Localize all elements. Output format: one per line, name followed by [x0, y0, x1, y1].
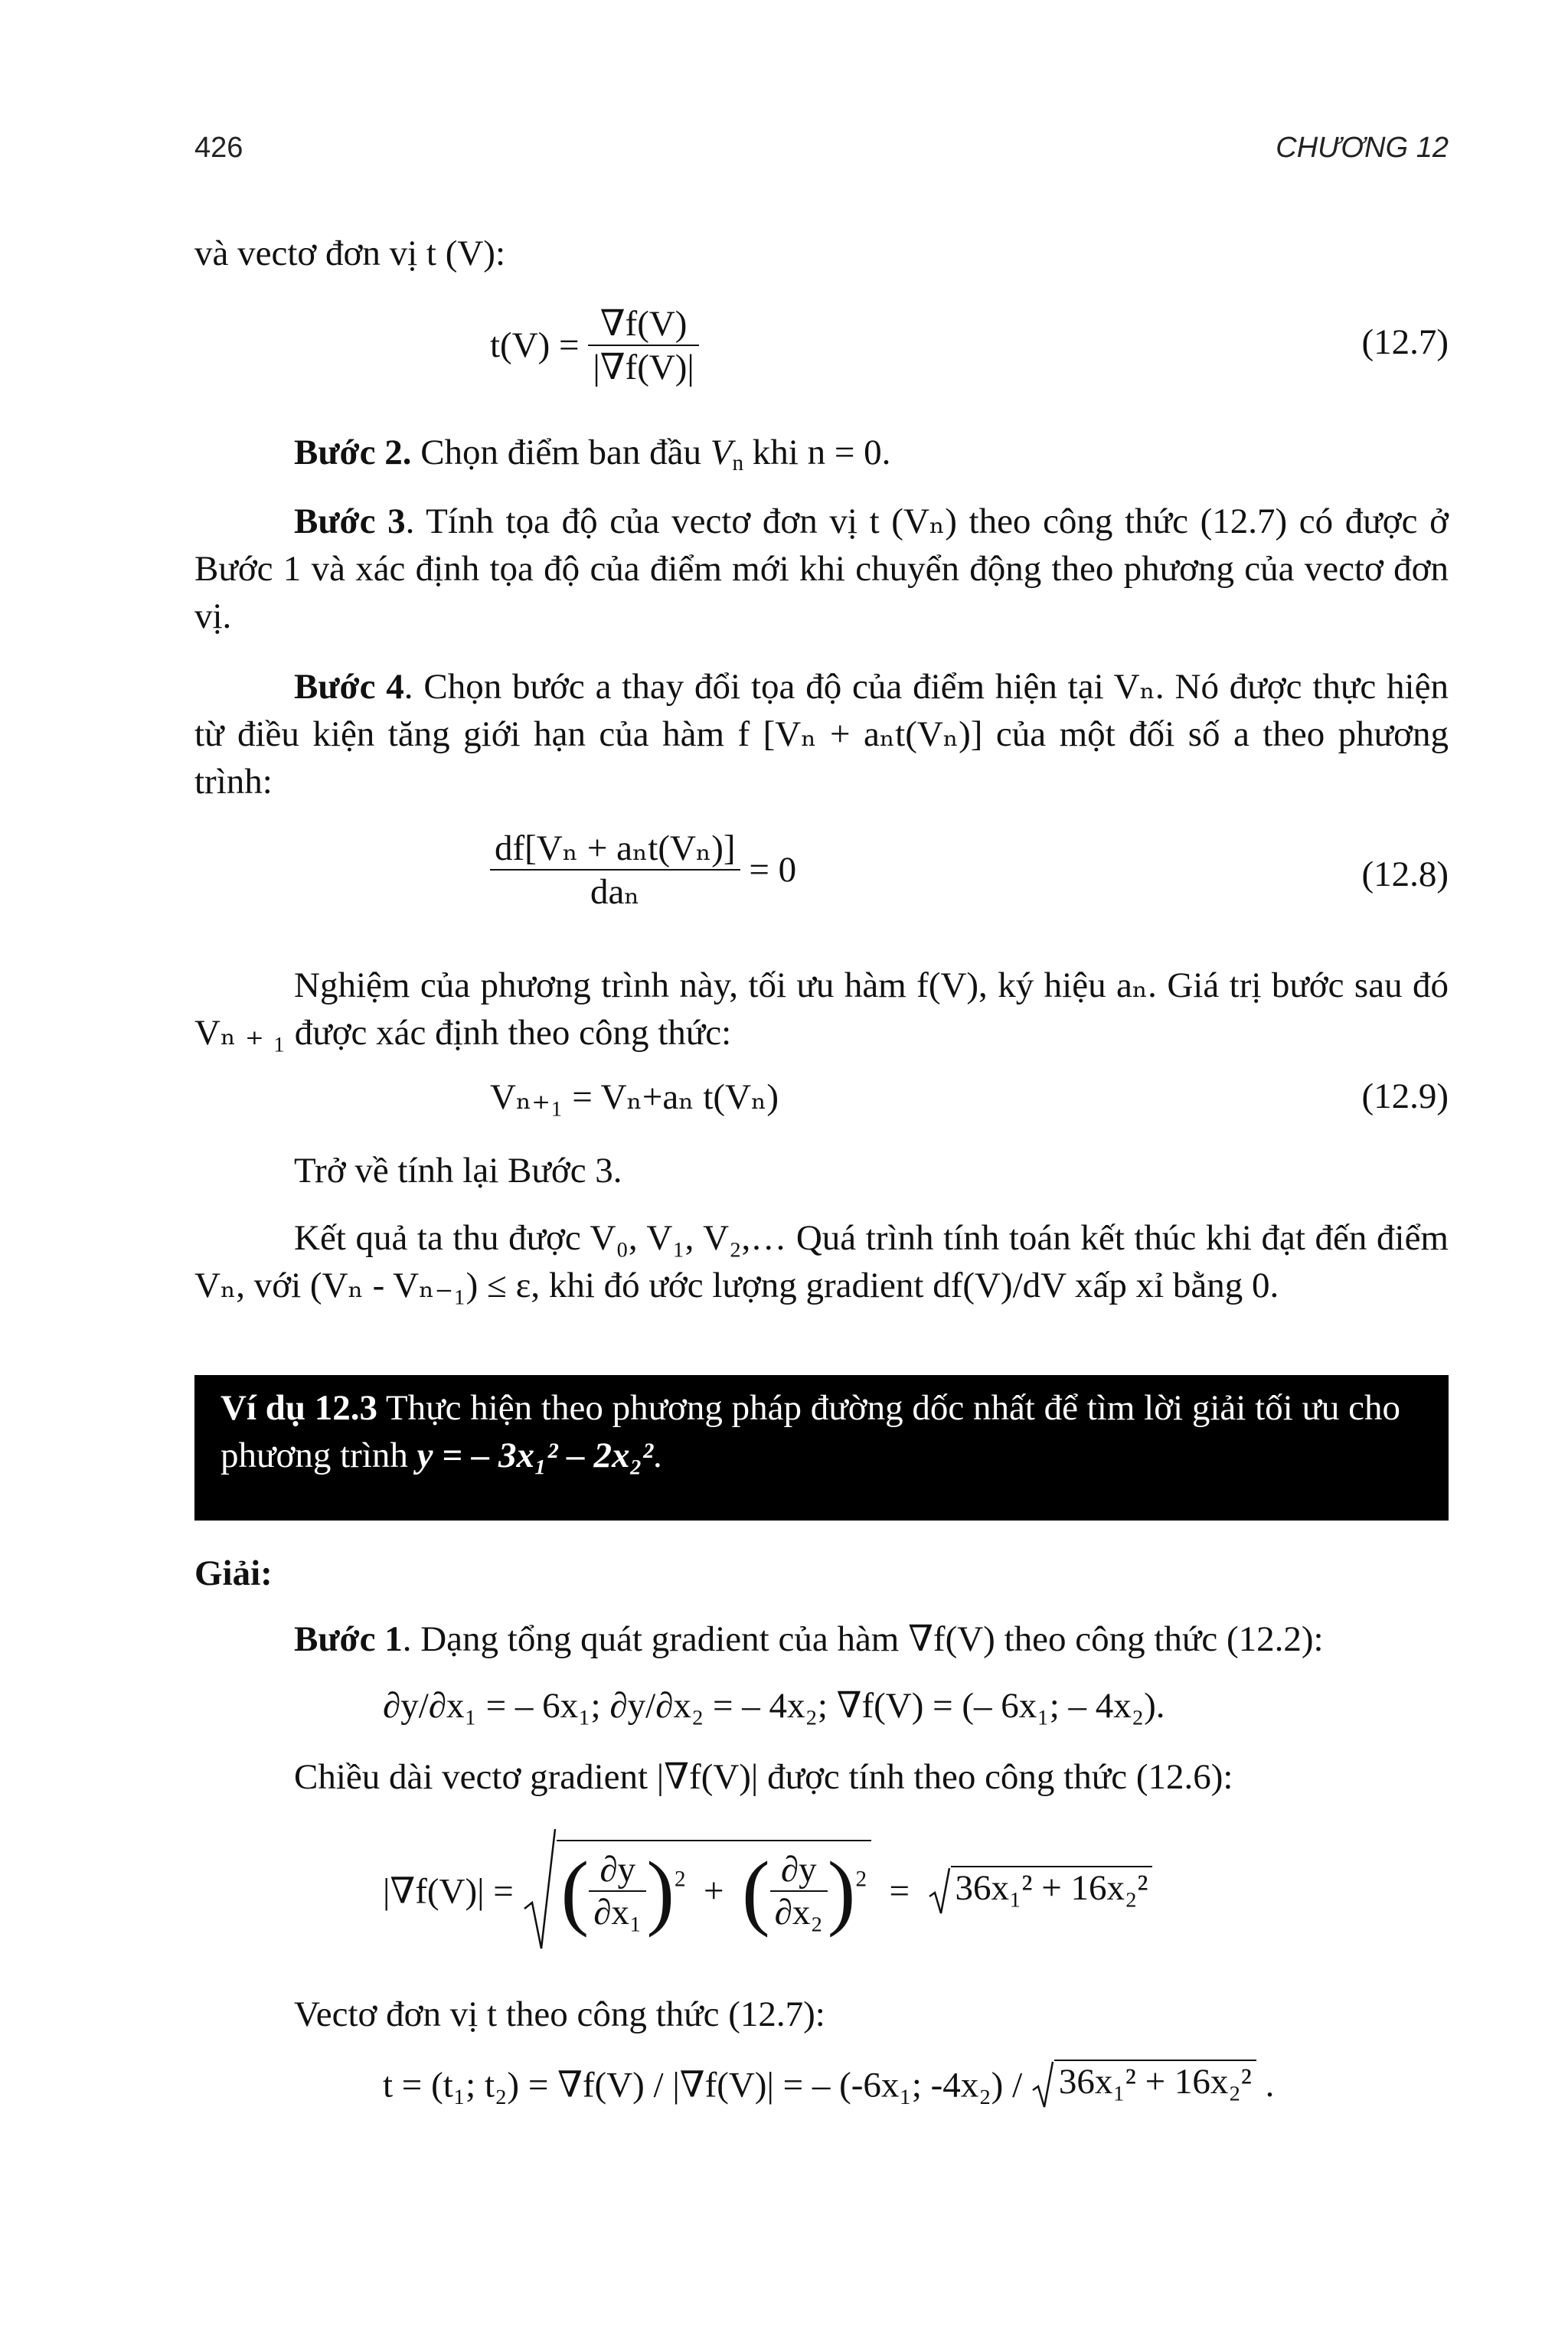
- radical-sign-icon: [928, 1866, 951, 1916]
- step4-label: Bước 4: [294, 667, 404, 707]
- example-end: .: [652, 1436, 662, 1475]
- step2-label: Bước 2.: [294, 433, 412, 472]
- step2-var: V: [710, 433, 733, 472]
- eq-12-7-number: (12.7): [1361, 322, 1449, 362]
- step1-text: . Dạng tổng quát gradient của hàm ∇f(V) theo công thức (12.2):: [402, 1619, 1324, 1659]
- step2-sub: n: [732, 451, 744, 476]
- return-line: Trở về tính lại Bước 3.: [294, 1151, 622, 1191]
- result-paragraph: Kết quả ta thu được V₀, V₁, V₂,… Quá trình tính toán kết thúc khi đạt đến điểm Vₙ, với (Vₙ - Vₙ₋₁) ≤ ε, khi đó ước lượng gradient df(V)/dV xấp xỉ bằng 0.: [194, 1218, 1449, 1305]
- radical-sign-icon: [523, 1826, 557, 1956]
- eq-12-7-denominator: |∇f(V)|: [588, 345, 699, 388]
- solution-paragraph: Nghiệm của phương trình này, tối ưu hàm f(V), ký hiệu aₙ. Giá trị bước sau đó Vₙ ₊ ₁ được xác định theo công thức:: [194, 965, 1449, 1053]
- eq-12-7-fraction: [588, 302, 699, 388]
- norm-dx1: ∂x₁: [589, 1890, 646, 1933]
- page-number: 426: [194, 132, 243, 164]
- equation-12-9: Vₙ₊₁ = Vₙ+aₙ t(Vₙ): [490, 1077, 779, 1117]
- step4-paragraph: [194, 663, 1449, 805]
- norm-equation: |∇f(V)| = ( $\frac{\partial y}{\text{∂x₁}}$ )$^2$ + ( $\frac{\partial y}{\text{∂x₂}}$ )$^2$ = 36x₁² + 16x₂²: [383, 1826, 1152, 1956]
- equation-12-8: [490, 827, 796, 913]
- norm-dy-2: ∂y: [780, 1850, 817, 1890]
- example-formula: y = – 3x₁² – 2x₂²: [416, 1436, 653, 1475]
- eq-12-8-fraction: [490, 827, 740, 913]
- unit-equation: [383, 2060, 1274, 2110]
- example-text: Thực hiện theo phương pháp đường dốc nhất để tìm lời giải tối ưu cho phương trình: [220, 1388, 1401, 1475]
- eq-12-7-numerator: ∇f(V): [599, 304, 688, 344]
- norm-lhs: |∇f(V)| =: [383, 1871, 514, 1912]
- eq-12-9-number: (12.9): [1361, 1076, 1449, 1116]
- result-sqrt: [928, 1866, 1153, 1916]
- eq-12-8-numerator: df[Vₙ + aₙt(Vₙ)]: [495, 828, 736, 868]
- length-line: Chiều dài vectơ gradient |∇f(V)| được tính theo công thức (12.6):: [294, 1757, 1233, 1797]
- intro-line: và vectơ đơn vị t (V):: [194, 234, 506, 273]
- step2-text-a: Chọn điểm ban đầu: [411, 433, 710, 472]
- step4-text: . Chọn bước a thay đổi tọa độ của điểm hiện tại Vₙ. Nó được thực hiện từ điều kiện tăng giới hạn của hàm f [Vₙ + aₙt(Vₙ)] của một đối số a theo phương trình:: [194, 667, 1449, 802]
- chapter-header: CHƯƠNG 12: [1276, 132, 1449, 164]
- eq-12-8-rhs: = 0: [749, 850, 797, 890]
- radical-sign-icon: [1031, 2060, 1054, 2110]
- step3-label: Bước 3: [294, 501, 406, 541]
- unit-radicand: 36x₁² + 16x₂²: [1054, 2060, 1256, 2102]
- unit-lhs: t = (t₁; t₂) = ∇f(V) / |∇f(V)| = – (-6x₁; -4x₂) /: [383, 2065, 1031, 2105]
- eq-12-7-lhs: t(V) =: [490, 325, 580, 365]
- partials-line: ∂y/∂x₁ = – 6x₁; ∂y/∂x₂ = – 4x₂; ∇f(V) = (– 6x₁; – 4x₂).: [383, 1686, 1165, 1726]
- solution-heading: Giải:: [194, 1553, 273, 1593]
- eq-12-8-number: (12.8): [1361, 854, 1449, 894]
- example-label: Ví dụ 12.3: [220, 1388, 378, 1428]
- example-box: [194, 1375, 1449, 1521]
- norm-result: 36x₁² + 16x₂²: [951, 1866, 1153, 1909]
- eq-12-8-denominator: daₙ: [490, 869, 740, 913]
- step3-text: . Tính tọa độ của vectơ đơn vị t (Vₙ) theo công thức (12.7) có được ở Bước 1 và xác định tọa độ của điểm mới khi chuyển động theo phương của vectơ đơn vị.: [194, 501, 1449, 636]
- unit-line: Vectơ đơn vị t theo công thức (12.7):: [294, 1994, 825, 2034]
- equation-12-7: [490, 302, 699, 388]
- step2-paragraph: [194, 429, 1449, 476]
- unit-end: .: [1256, 2065, 1275, 2105]
- step1-paragraph: [194, 1615, 1449, 1663]
- norm-sqrt: ( $\frac{\partial y}{\text{∂x₁}}$ )$^2$ + ( $\frac{\partial y}{\text{∂x₂}}$ )$^2$: [523, 1826, 871, 1956]
- step2-text-b: khi n = 0.: [743, 433, 891, 472]
- norm-dy-1: ∂y: [599, 1850, 636, 1890]
- step1-label: Bước 1: [294, 1619, 403, 1659]
- step3-paragraph: [194, 498, 1449, 640]
- norm-dx2: ∂x₂: [770, 1890, 828, 1933]
- unit-sqrt: [1031, 2060, 1256, 2110]
